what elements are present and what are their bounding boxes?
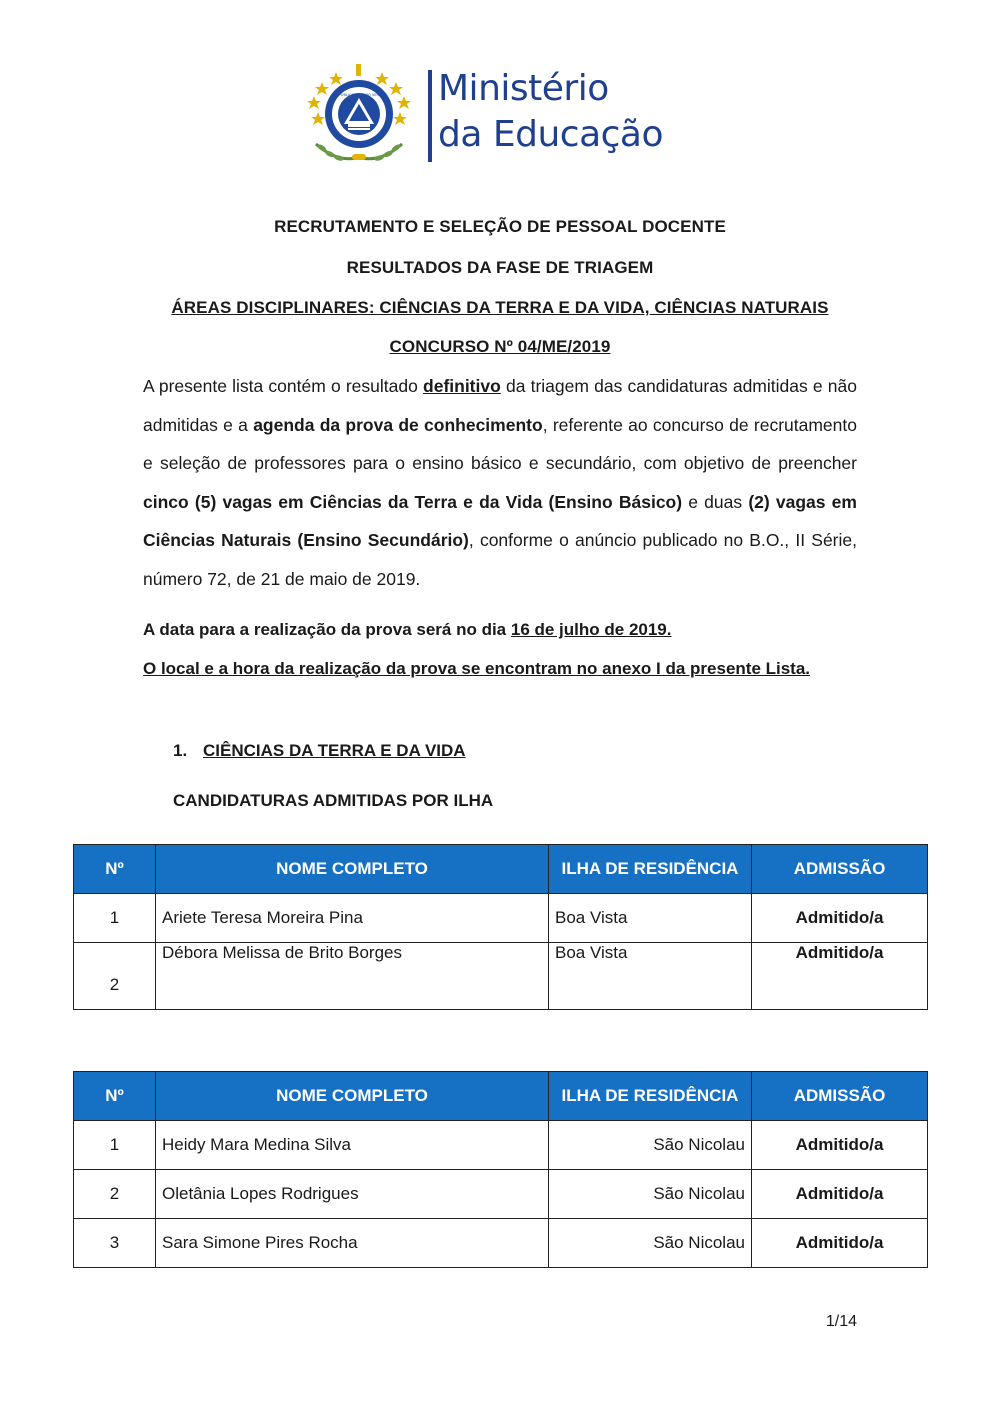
table-row [74, 894, 928, 943]
cell-island: São Nicolau [549, 1219, 752, 1268]
cell-admission: Admitido/a [752, 1170, 928, 1219]
table-header-row [74, 845, 928, 894]
intro-vagas-naturais: (2) vagas em Ciências Naturais (Ensino Secundário) [143, 491, 857, 551]
table-header-row [74, 1072, 928, 1121]
logo-divider [428, 70, 432, 162]
title-line-2: RESULTADOS DA FASE DE TRIAGEM [346, 258, 654, 277]
exam-date-note [143, 620, 671, 640]
logo-line-1: Ministério [438, 68, 609, 109]
header-name: NOME COMPLETO [156, 1072, 549, 1121]
exam-location-note: O local e a hora da realização da prova se encontram no anexo I da presente Lista. [143, 659, 811, 678]
title-line-4: CONCURSO Nº 04/ME/2019 [389, 337, 611, 356]
header-island: ILHA DE RESIDÊNCIA [549, 845, 752, 894]
cell-num: 2 [74, 1170, 156, 1219]
section-title: CIÊNCIAS DA TERRA E DA VIDA [203, 741, 466, 760]
cell-admission: Admitido/a [752, 1219, 928, 1268]
table-row [74, 1219, 928, 1268]
admitted-table-boa-vista [73, 844, 928, 1010]
title-line-1: RECRUTAMENTO E SELEÇÃO DE PESSOAL DOCENTE [274, 217, 726, 236]
cell-island: Boa Vista [549, 894, 752, 943]
cell-name: Oletânia Lopes Rodrigues [156, 1170, 549, 1219]
table-row [74, 1121, 928, 1170]
header-num: Nº [74, 1072, 156, 1121]
cell-name: Débora Melissa de Brito Borges [156, 943, 549, 1010]
header-admission: ADMISSÃO [752, 1072, 928, 1121]
intro-text-5: , conforme o anúncio publicado no B.O., II Série, número 72, de 21 de maio de 2019. [143, 530, 857, 589]
intro-vagas-terra: cinco (5) vagas em Ciências da Terra e da Vida (Ensino Básico) [143, 491, 683, 512]
cell-admission: Admitido/a [752, 1121, 928, 1170]
title-line-3: ÁREAS DISCIPLINARES: CIÊNCIAS DA TERRA E DA VIDA, CIÊNCIAS NATURAIS [171, 298, 829, 317]
cell-num: 1 [74, 1121, 156, 1170]
cell-name: Heidy Mara Medina Silva [156, 1121, 549, 1170]
emblem-caption: REPÚBLICA DE CABO VERDE [334, 93, 384, 97]
intro-text-3: , referente ao concurso de recrutamento e seleção de professores para o ensino básico e secundário, com objetivo de preencher [143, 414, 857, 474]
intro-paragraph [143, 367, 857, 599]
cell-num: 3 [74, 1219, 156, 1268]
logo-text [438, 66, 663, 158]
logo-line-2: da Educação [438, 114, 664, 155]
header-num: Nº [74, 845, 156, 894]
intro-text-1: A presente lista contém o resultado [143, 376, 424, 396]
section-subtitle: CANDIDATURAS ADMITIDAS POR ILHA [173, 791, 494, 810]
cell-num: 2 [74, 943, 156, 1010]
intro-agenda: agenda da prova de conhecimento [253, 414, 543, 435]
cell-name: Sara Simone Pires Rocha [156, 1219, 549, 1268]
admitted-table-sao-nicolau [73, 1071, 928, 1268]
ministry-logo [296, 62, 696, 170]
header-island: ILHA DE RESIDÊNCIA [549, 1072, 752, 1121]
exam-date-value: 16 de julho de 2019. [510, 620, 672, 639]
cell-num: 1 [74, 894, 156, 943]
cell-island: Boa Vista [549, 943, 752, 1010]
table-row [74, 1170, 928, 1219]
cell-island: São Nicolau [549, 1121, 752, 1170]
cell-admission: Admitido/a [752, 943, 928, 1010]
header-name: NOME COMPLETO [156, 845, 549, 894]
page-number: 1/14 [825, 1313, 857, 1330]
intro-definitivo: definitivo [423, 376, 501, 396]
cell-name: Ariete Teresa Moreira Pina [156, 894, 549, 943]
table-row [74, 943, 928, 1010]
exam-date-prefix: A data para a realização da prova será no dia [143, 620, 511, 639]
header-admission: ADMISSÃO [752, 845, 928, 894]
section-number: 1. [173, 741, 188, 760]
intro-text-2: da triagem das candidaturas admitidas e não admitidas e a [143, 376, 857, 435]
intro-text-4: e duas [682, 491, 749, 512]
cell-island: São Nicolau [549, 1170, 752, 1219]
cell-admission: Admitido/a [752, 894, 928, 943]
coat-of-arms-icon [296, 62, 422, 170]
